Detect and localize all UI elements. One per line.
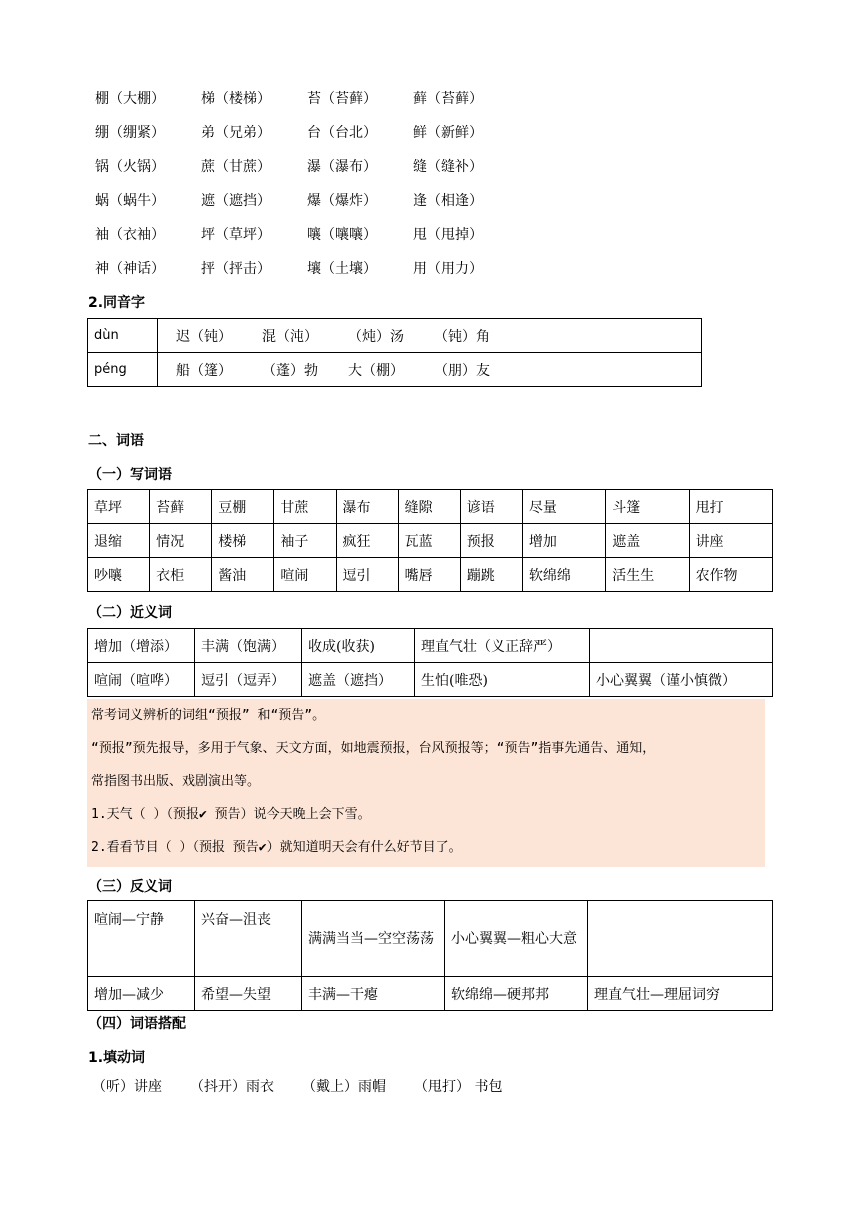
word-cell: 活生生 <box>606 558 689 592</box>
character-item: 弟（兄弟） <box>201 125 271 141</box>
note-line: 常考词义辨析的词组“预报” 和“预告”。 <box>91 708 326 723</box>
antonym-cell: 小心翼翼—粗心大意 <box>445 901 588 977</box>
word-cell: 情况 <box>150 524 212 558</box>
table-row <box>88 629 773 663</box>
table-row <box>88 319 702 353</box>
character-row <box>95 256 519 290</box>
word-cell: 软绵绵 <box>522 558 605 592</box>
synonym-cell: 小心翼翼（谨小慎微） <box>590 663 773 697</box>
word-cell: 讲座 <box>689 524 772 558</box>
word-cell: 缝隙 <box>398 490 460 524</box>
word-cell: 疯狂 <box>336 524 398 558</box>
table-row <box>88 353 702 387</box>
word-cell: 酱油 <box>212 558 274 592</box>
fill-verb-heading: 1.填动词 <box>88 1050 146 1066</box>
antonym-cell: 软绵绵—硬邦邦 <box>445 977 588 1011</box>
word-cell: 谚语 <box>460 490 522 524</box>
synonym-cell: 理直气壮（义正辞严） <box>415 629 590 663</box>
homophone-word: （蓬）勃 <box>262 362 318 379</box>
word-cell: 遮盖 <box>606 524 689 558</box>
synonym-cell: 遮盖（遮挡） <box>302 663 415 697</box>
antonym-cell: 丰满—干瘪 <box>302 977 445 1011</box>
homophone-word: 船（篷） <box>176 362 232 379</box>
word-cell: 预报 <box>460 524 522 558</box>
homophone-word: 大（棚） <box>348 362 404 379</box>
character-item: 嚷（嚷嚷） <box>307 227 377 243</box>
antonym-cell: 满满当当—空空荡荡 <box>302 901 445 977</box>
note-line: 2.看看节目（ ）（预报 预告✔）就知道明天会有什么好节目了。 <box>91 840 462 855</box>
character-item: 棚（大棚） <box>95 91 165 107</box>
synonym-cell: 生怕(唯恐) <box>415 663 590 697</box>
word-cell: 逗引 <box>336 558 398 592</box>
word-cell: 退缩 <box>88 524 150 558</box>
antonym-cell <box>588 901 773 977</box>
character-item: 壤（土壤） <box>307 261 377 277</box>
word-cell: 袖子 <box>274 524 336 558</box>
word-cell: 农作物 <box>689 558 772 592</box>
synonym-cell <box>590 629 773 663</box>
character-item: 逢（相逢） <box>413 193 483 209</box>
character-row <box>95 154 519 188</box>
homophone-word: （钝）角 <box>434 328 490 345</box>
antonym-cell: 增加—减少 <box>88 977 195 1011</box>
word-cell: 尽量 <box>522 490 605 524</box>
character-item: 梯（楼梯） <box>201 91 271 107</box>
synonym-cell: 丰满（饱满） <box>195 629 302 663</box>
words-table <box>87 489 773 592</box>
table-row <box>88 977 773 1011</box>
antonym-cell: 理直气壮—理屈词穷 <box>588 977 773 1011</box>
character-item: 坪（草坪） <box>201 227 271 243</box>
synonym-cell: 增加（增添） <box>88 629 195 663</box>
homophone-table <box>87 318 702 387</box>
collocation-heading: （四）词语搭配 <box>88 1016 186 1032</box>
word-cell: 甩打 <box>689 490 772 524</box>
character-list <box>95 86 519 290</box>
character-item: 锅（火锅） <box>95 159 165 175</box>
character-row <box>95 120 519 154</box>
pinyin-cell: péng <box>88 353 158 387</box>
homophone-word: （炖）汤 <box>348 328 404 345</box>
character-item: 缝（缝补） <box>413 159 483 175</box>
antonym-table <box>87 900 773 1011</box>
section-heading: 二、词语 <box>88 433 144 449</box>
write-words-heading: （一）写词语 <box>88 467 172 483</box>
table-row <box>88 663 773 697</box>
word-cell: 瓦蓝 <box>398 524 460 558</box>
antonym-cell: 希望—失望 <box>195 977 302 1011</box>
character-item: 绷（绷紧） <box>95 125 165 141</box>
note-line: 常指图书出版、戏剧演出等。 <box>91 774 261 789</box>
character-item: 神（神话） <box>95 261 165 277</box>
fill-verb-items <box>92 1076 530 1096</box>
character-item: 袖（衣袖） <box>95 227 165 243</box>
note-line: 1.天气（ ）（预报✔ 预告）说今天晚上会下雪。 <box>91 807 371 822</box>
character-item: 遮（遮挡） <box>201 193 271 209</box>
homophone-words-cell <box>158 353 702 387</box>
word-cell: 嘴唇 <box>398 558 460 592</box>
character-item: 抨（抨击） <box>201 261 271 277</box>
character-item: 藓（苔藓） <box>413 91 483 107</box>
table-row <box>88 524 773 558</box>
fill-verb-item: （戴上）雨帽 <box>302 1079 386 1095</box>
character-item: 用（用力） <box>413 261 483 277</box>
character-item: 台（台北） <box>307 125 377 141</box>
character-item: 瀑（瀑布） <box>307 159 377 175</box>
table-row <box>88 490 773 524</box>
character-row <box>95 86 519 120</box>
character-item: 甩（甩掉） <box>413 227 483 243</box>
homophone-words-cell <box>158 319 702 353</box>
character-item: 苔（苔藓） <box>307 91 377 107</box>
synonym-heading: （二）近义词 <box>88 605 172 621</box>
homophone-word: 迟（钝） <box>176 328 232 345</box>
word-cell: 草坪 <box>88 490 150 524</box>
table-row <box>88 558 773 592</box>
table-row <box>88 901 773 977</box>
homophone-heading: 2.同音字 <box>88 295 146 311</box>
word-cell: 斗篷 <box>606 490 689 524</box>
word-cell: 豆棚 <box>212 490 274 524</box>
word-cell: 瀑布 <box>336 490 398 524</box>
character-item: 鲜（新鲜） <box>413 125 483 141</box>
antonym-cell: 喧闹—宁静 <box>88 901 195 977</box>
word-cell: 吵嚷 <box>88 558 150 592</box>
character-item: 爆（爆炸） <box>307 193 377 209</box>
synonym-cell: 喧闹（喧哗） <box>88 663 195 697</box>
character-item: 蔗（甘蔗） <box>201 159 271 175</box>
word-cell: 衣柜 <box>150 558 212 592</box>
fill-verb-item: （抖开）雨衣 <box>190 1079 274 1095</box>
word-cell: 增加 <box>522 524 605 558</box>
word-cell: 喧闹 <box>274 558 336 592</box>
word-cell: 甘蔗 <box>274 490 336 524</box>
character-row <box>95 188 519 222</box>
antonym-cell: 兴奋—沮丧 <box>195 901 302 977</box>
note-line: “预报”预先报导，多用于气象、天文方面，如地震预报，台风预报等；“预告”指事先通告、通知， <box>91 741 656 756</box>
synonym-cell: 收成(收获) <box>302 629 415 663</box>
homophone-word: 混（沌） <box>262 328 318 345</box>
fill-verb-item: （听）讲座 <box>92 1079 162 1095</box>
character-item: 蜗（蜗牛） <box>95 193 165 209</box>
synonym-cell: 逗引（逗弄） <box>195 663 302 697</box>
character-row <box>95 222 519 256</box>
word-cell: 蹦跳 <box>460 558 522 592</box>
homophone-word: （朋）友 <box>434 362 490 379</box>
synonym-table <box>87 628 773 697</box>
fill-verb-item: （甩打） 书包 <box>414 1079 503 1095</box>
word-cell: 楼梯 <box>212 524 274 558</box>
antonym-heading: （三）反义词 <box>88 879 172 895</box>
word-analysis-note <box>87 699 765 867</box>
word-cell: 苔藓 <box>150 490 212 524</box>
pinyin-cell: dùn <box>88 319 158 353</box>
